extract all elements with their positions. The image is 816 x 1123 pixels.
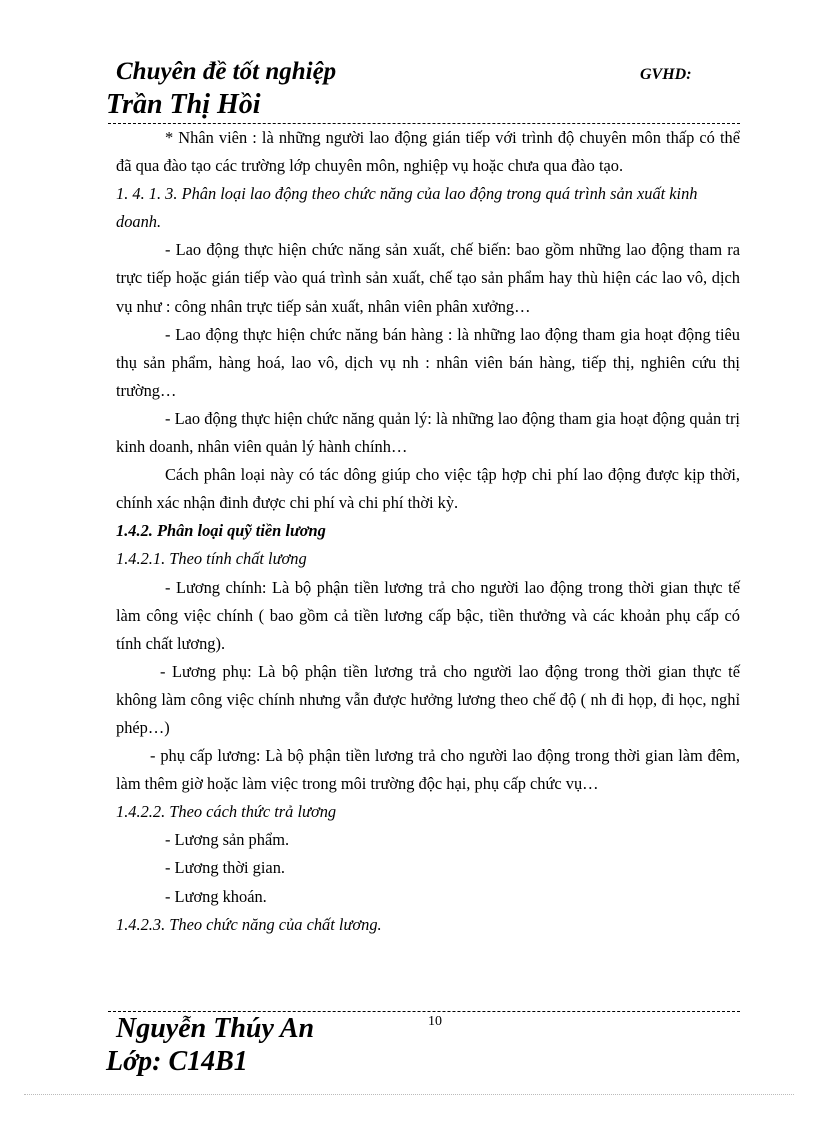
paragraph-classification-effect: Cách phân loại này có tác dông giúp cho việc tập hợp chi phí lao động được kịp thời, chính xác nhận đinh được chi phí và chi phí thời kỳ.	[116, 465, 740, 513]
paragraph-secondary-salary: - Lương phụ: Là bộ phận tiền lương trả cho người lao động trong thời gian thực tế không làm công việc chính nhưng vẫn được hưởng lương theo chế độ ( nh đi họp, đi học, nghỉ phép…)	[116, 661, 740, 737]
footer-divider	[108, 1011, 740, 1012]
footer-student-name: Nguyễn Thúy An	[116, 1013, 315, 1044]
header-title: Chuyên đề tốt nghiệp	[116, 58, 337, 85]
header-supervisor-label: GVHD:	[640, 66, 692, 83]
paragraph-production-labor: - Lao động thực hiện chức năng sản xuất, chế biến: bao gồm những lao động tham ra trực tiếp hoặc gián tiếp vào quá trình sản xuất, chế tạo sản phẩm hay thù hiện các lao vô, dịch vụ như : công nhân trực tiếp sản xuất, nhân viên phân xưởng…	[116, 240, 740, 316]
page-number: 10	[428, 1014, 442, 1029]
paragraph-main-salary: - Lương chính: Là bộ phận tiền lương trả cho người lao động trong thời gian thực tế làm công việc chính ( bao gồm cả tiền lương cấp bậc, tiền thưởng và các khoản phụ cấp có tính chất lương).	[116, 577, 740, 653]
heading-1-4-2-3: 1.4.2.3. Theo chức năng của chất lương.	[116, 914, 382, 934]
paragraph-salary-allowance: - phụ cấp lương: Là bộ phận tiền lương trả cho người lao động trong thời gian làm đêm, làm thêm giờ hoặc làm việc trong môi trường độc hại, phụ cấp chức vụ…	[116, 746, 740, 794]
footer-class: Lớp: C14B1	[106, 1046, 248, 1077]
heading-1-4-2-2: 1.4.2.2. Theo cách thức trả lương	[116, 802, 337, 822]
paragraph-management-labor: - Lao động thực hiện chức năng quản lý: là những lao động tham gia hoạt động quản trị kinh doanh, nhân viên quản lý hành chính…	[116, 408, 740, 457]
list-item-product-wage: - Lương sản phẩm.	[165, 830, 290, 850]
paragraph-sales-labor: - Lao động thực hiện chức năng bán hàng : là những lao động tham gia hoạt động tiêu thụ sản phẩm, hàng hoá, lao vô, dịch vụ nh : nhân viên bán hàng, tiếp thị, nghiên cứu thị trường…	[116, 324, 740, 400]
page-bottom-edge	[24, 1094, 794, 1095]
heading-1-4-2: 1.4.2. Phân loại quỹ tiền lương	[116, 521, 326, 541]
heading-1-4-1-3: 1. 4. 1. 3. Phân loại lao động theo chức năng của lao động trong quá trình sản xuất kinh doanh.	[116, 184, 698, 232]
heading-1-4-2-1: 1.4.2.1. Theo tính chất lương	[116, 549, 307, 569]
paragraph-staff: * Nhân viên : là những người lao động gián tiếp với trình độ chuyên môn thấp có thể đã qua đào tạo các trường lớp chuyên môn, nghiệp vụ hoặc chưa qua đào tạo.	[116, 128, 740, 176]
list-item-time-wage: - Lương thời gian.	[165, 858, 285, 878]
header-author-name: Trần Thị Hồi	[106, 89, 261, 120]
list-item-piece-wage: - Lương khoán.	[165, 886, 267, 906]
document-body	[116, 124, 740, 939]
